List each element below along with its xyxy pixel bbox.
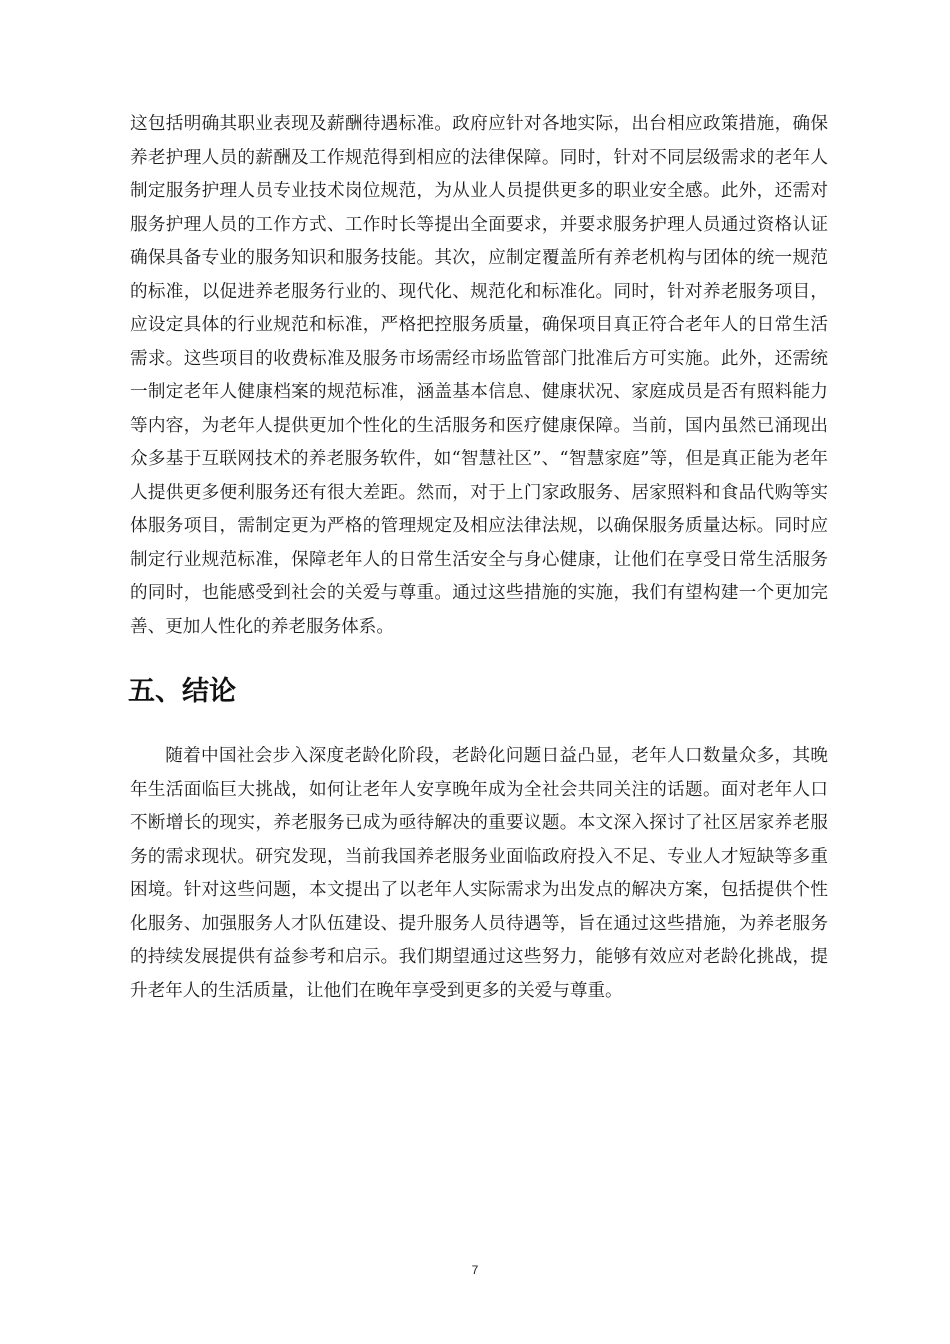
- body-paragraph-continuation: 这包括明确其职业表现及薪酬待遇标准。政府应针对各地实际，出台相应政策措施，确保养老护理人员的薪酬及工作规范得到相应的法律保障。同时，针对不同层级需求的老年人制定服务护理人员专业技术岗位规范，为从业人员提供更多的职业安全感。此外，还需对服务护理人员的工作方式、工作时长等提出全面要求，并要求服务护理人员通过资格认证确保具备专业的服务知识和服务技能。其次，应制定覆盖所有养老机构与团体的统一规范的标准，以促进养老服务行业的、现代化、规范化和标准化。同时，针对养老服务项目，应设定具体的行业规范和标准，严格把控服务质量，确保项目真正符合老年人的日常生活需求。这些项目的收费标准及服务市场需经市场监管部门批准后方可实施。此外，还需统一制定老年人健康档案的规范标准，涵盖基本信息、健康状况、家庭成员是否有照料能力等内容，为老年人提供更加个性化的生活服务和医疗健康保障。当前，国内虽然已涌现出众多基于互联网技术的养老服务软件，如“智慧社区”、“智慧家庭”等，但是真正能为老年人提供更多便利服务还有很大差距。然而，对于上门家政服务、居家照料和食品代购等实体服务项目，需制定更为严格的管理规定及相应法律法规，以确保服务质量达标。同时应制定行业规范标准，保障老年人的日常生活安全与身心健康，让他们在享受日常生活服务的同时，也能感受到社会的关爱与尊重。通过这些措施的实施，我们有望构建一个更加完善、更加人性化的养老服务体系。: [130, 114, 828, 637]
- body-paragraph-conclusion: 随着中国社会步入深度老龄化阶段，老龄化问题日益凸显，老年人口数量众多，其晚年生活面临巨大挑战，如何让老年人安享晚年成为全社会共同关注的话题。面对老年人口不断增长的现实，养老服务已成为亟待解决的重要议题。本文深入探讨了社区居家养老服务的需求现状。研究发现，当前我国养老服务业面临政府投入不足、专业人才短缺等多重困境。针对这些问题，本文提出了以老年人实际需求为出发点的解决方案，包括提供个性化服务、加强服务人才队伍建设、提升服务人员待遇等，旨在通过这些措施，为养老服务的持续发展提供有益参考和启示。我们期望通过这些努力，能够有效应对老龄化挑战，提升老年人的生活质量，让他们在晚年享受到更多的关爱与尊重。: [130, 746, 828, 1001]
- section-heading-conclusion: 五、结论: [128, 676, 236, 707]
- page-number: 7: [471, 1263, 479, 1277]
